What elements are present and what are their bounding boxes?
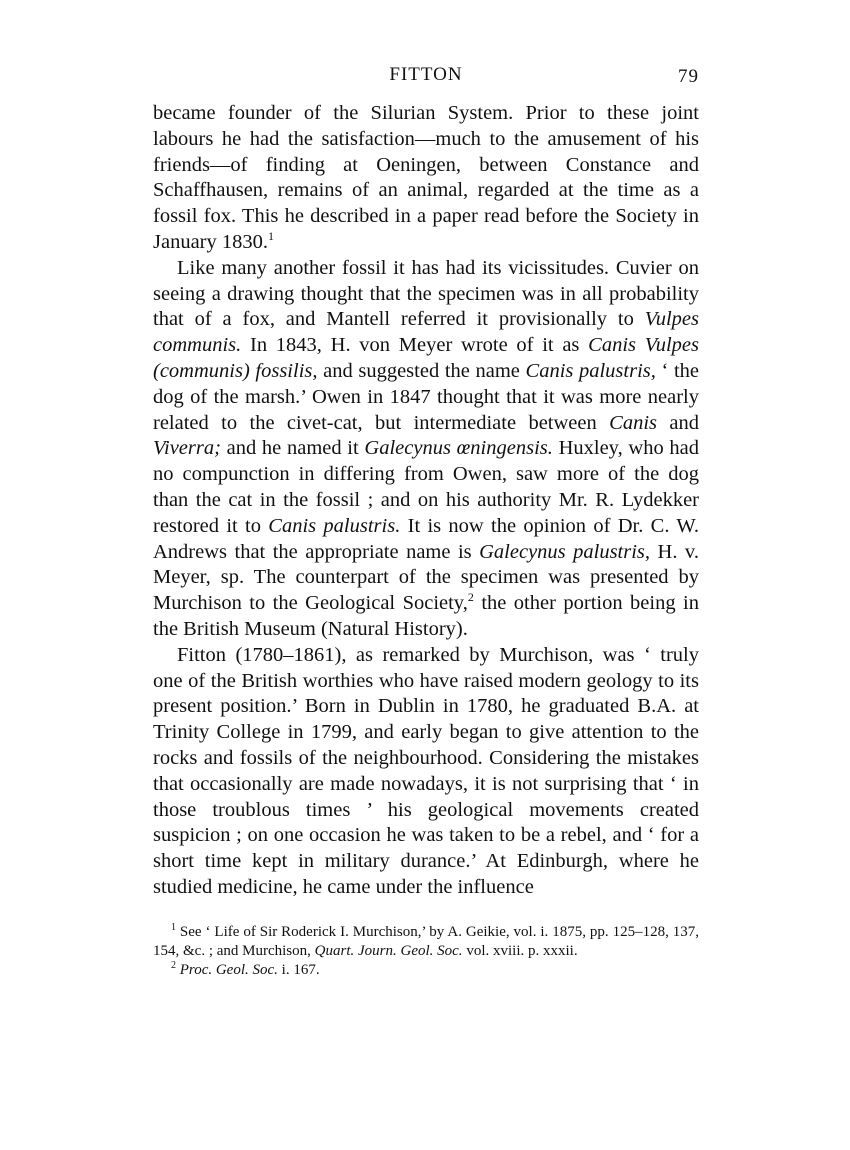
paragraph-text: Huxley, who had no compunction in differing from Owen, saw more of the dog than the cat in the fossil ; and on his authority Mr. R. Lydekker restored it to	[153, 437, 700, 537]
italic-taxon: Viverra;	[153, 437, 221, 460]
italic-journal: Quart. Journ. Geol. Soc.	[314, 942, 463, 959]
body-text	[153, 101, 699, 901]
page-number: 79	[678, 66, 699, 87]
footnote-text: See ‘ Life of Sir Roderick I. Murchison,’ by A. Geikie, vol. i. 1875, pp. 125–128, 137, 154, &c. ; and Murchison,	[153, 923, 699, 959]
paragraph-3	[153, 643, 699, 901]
paragraph-text: In 1843, H. von Meyer wrote of it as	[241, 334, 589, 357]
paragraph-text: ‘ the dog of the marsh.’ Owen in 1847 thought that it was more nearly related to the civet-cat, but intermediate between	[153, 359, 700, 434]
footnote-mark: 1	[171, 921, 176, 933]
footnote-ref-2: 2	[467, 590, 474, 605]
italic-taxon: Canis palustris,	[525, 359, 656, 382]
paragraph-2	[153, 256, 699, 643]
paragraph-text: the other portion being in the British Museum (Natural History).	[153, 592, 699, 640]
italic-taxon: Galecynus œningensis.	[364, 437, 553, 460]
book-page	[153, 60, 699, 980]
footnote-text: vol. xviii. p. xxxii.	[462, 942, 578, 959]
paragraph-text: and he named it	[220, 437, 365, 460]
footnote-1	[153, 923, 699, 961]
footnote-text: i. 167.	[277, 961, 320, 978]
italic-taxon: Vulpes communis.	[153, 308, 699, 357]
italic-taxon: Canis Vulpes (communis) fossilis,	[153, 334, 700, 382]
footnote-2	[153, 961, 699, 980]
paragraph-text: and suggested the name	[317, 359, 526, 382]
paragraph-text: It is now the opinion of Dr. C. W. Andrews that the appropriate name is	[153, 514, 699, 563]
paragraph-text: Like many another fossil it has had its vicissitudes. Cuvier on seeing a drawing thought that the specimen was in all probability that of a fox, and Mantell referred it provisionally to	[153, 256, 699, 331]
italic-taxon: Canis palustris.	[268, 514, 401, 537]
paragraph-text: H. v. Meyer, sp. The counterpart of the specimen was presented by Murchison to the Geological Society,	[153, 540, 699, 615]
italic-taxon: Canis	[609, 411, 657, 434]
paragraph-1	[153, 101, 699, 256]
paragraph-text: and	[657, 411, 699, 434]
italic-taxon: Galecynus palustris,	[479, 540, 651, 563]
italic-journal: Proc. Geol. Soc.	[179, 961, 278, 978]
running-head	[153, 60, 699, 90]
footnote-mark: 2	[171, 959, 176, 971]
running-title: FITTON	[389, 64, 463, 85]
paragraph-text: Fitton (1780–1861), as remarked by Murchison, was ‘ truly one of the British worthies who have raised modern geology to its present position.’ Born in Dublin in 1780, he graduated B.A. at Trinity College in 1799, and early began to give attention to the rocks and fossils of the neighbourhood. Considering the mistakes that occasionally are made nowadays, it is not surprising that ‘ in those troublous times ’ his geological movements created suspicion ; on one occasion he was taken to be a rebel, and ‘ for a short time kept in military durance.’ At Edinburgh, where he studied medicine, he came under the influence	[153, 643, 699, 898]
paragraph-text: became founder of the Silurian System. Prior to these joint labours he had the satisfaction—much to the amusement of his friends—of finding at Oeningen, between Constance and Schaffhausen, remains of an animal, regarded at the time as a fossil fox. This he described in a paper read before the Society in January 1830.	[153, 102, 699, 253]
footnotes	[153, 923, 699, 980]
footnote-ref-1: 1	[268, 229, 275, 244]
